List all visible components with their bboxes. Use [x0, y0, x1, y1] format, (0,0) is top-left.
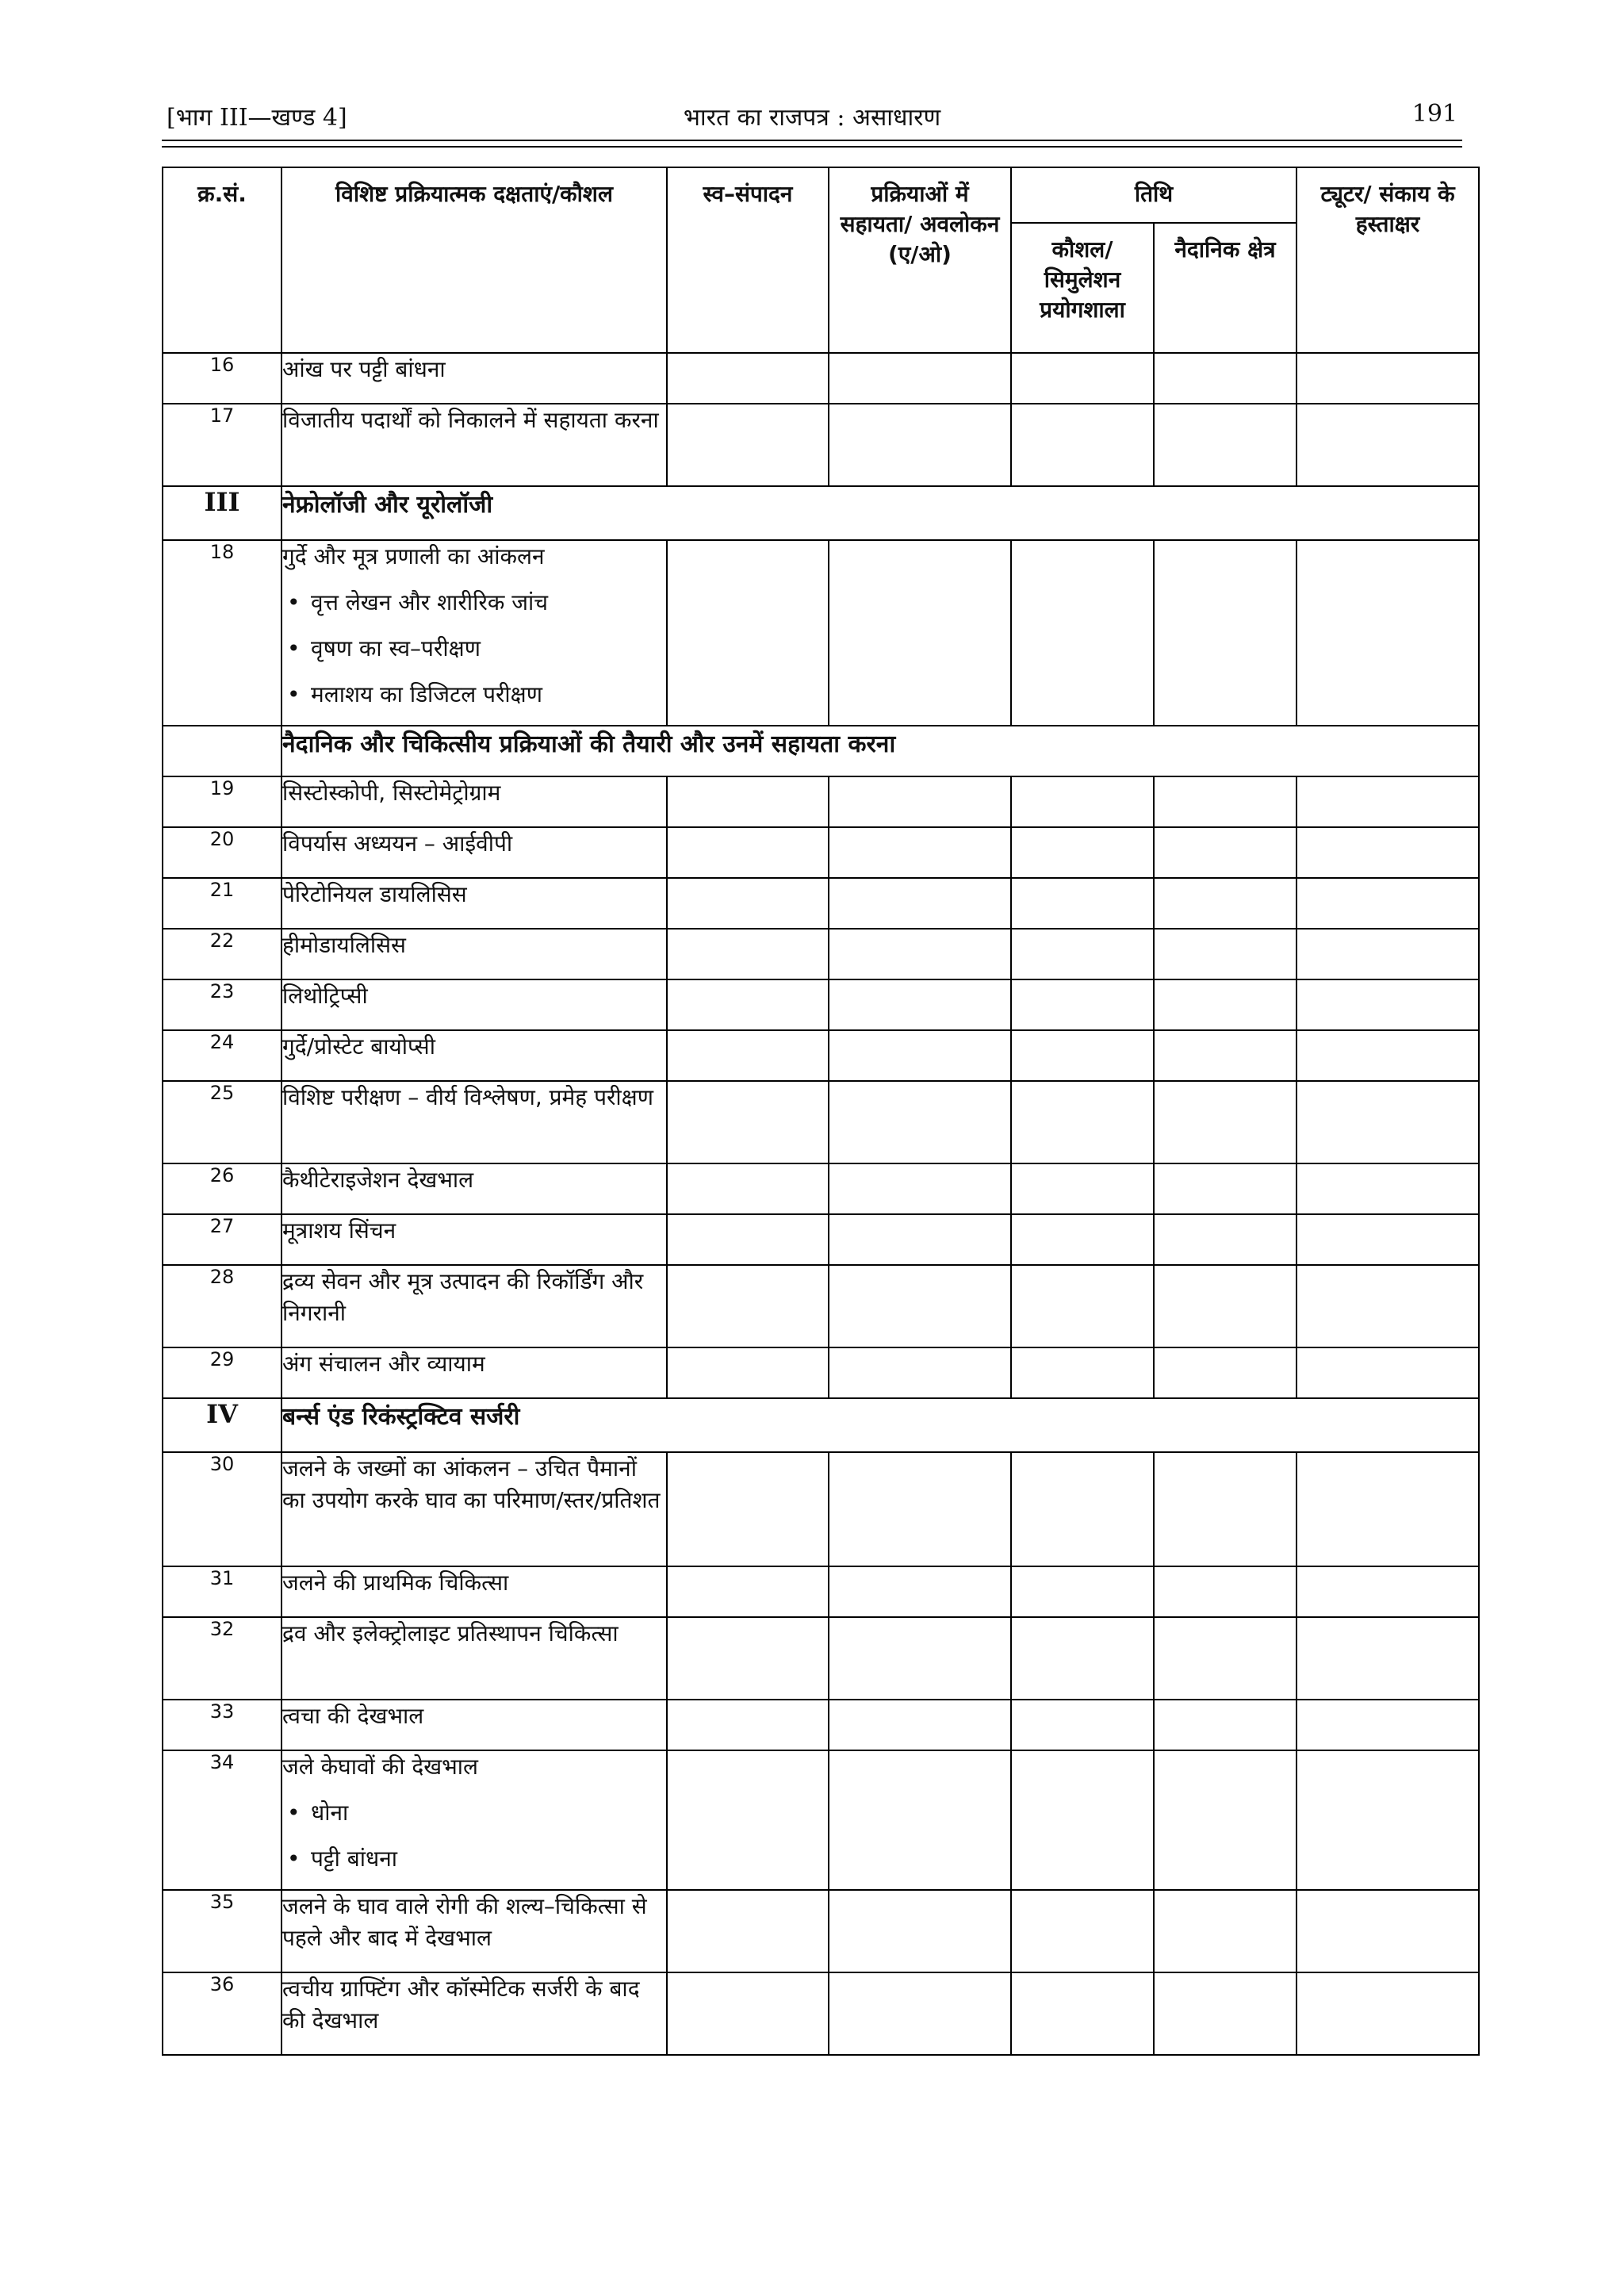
section-numeral: III [163, 486, 282, 540]
self-performance-cell[interactable] [667, 1566, 829, 1617]
assist-observe-cell[interactable] [829, 929, 1011, 979]
date-lab-cell[interactable] [1011, 404, 1154, 486]
table-row [163, 1566, 1479, 1617]
date-clinical-cell[interactable] [1154, 1163, 1297, 1214]
skill-cell [282, 1030, 667, 1081]
col-header-date: तिथि [1011, 167, 1297, 223]
skill-text: द्रव्य सेवन और मूत्र उत्पादन की रिकॉर्डिंग और निगरानी [282, 1268, 644, 1326]
skill-text: लिथोट्रिप्सी [282, 983, 368, 1009]
header-part-section: [भाग III—खण्ड 4] [167, 104, 347, 132]
subheading-title: नैदानिक और चिकित्सीय प्रक्रियाओं की तैयारी और उनमें सहायता करना [282, 726, 1479, 776]
skill-text: मूत्राशय सिंचन [282, 1217, 396, 1244]
serial-number: 22 [163, 929, 282, 979]
date-lab-cell[interactable] [1011, 1163, 1154, 1214]
col-header-date-clinical: नैदानिक क्षेत्र [1154, 223, 1297, 353]
skill-text: जलने की प्राथमिक चिकित्सा [282, 1570, 509, 1596]
self-performance-cell[interactable] [667, 1617, 829, 1700]
skill-text: त्वचीय ग्राफ्टिंग और कॉस्मेटिक सर्जरी के बाद की देखभाल [282, 1976, 640, 2033]
table-row [163, 1214, 1479, 1265]
skill-text: हीमोडायलिसिस [282, 932, 406, 958]
skill-text: गुर्दे और मूत्र प्रणाली का आंकलन [282, 543, 545, 569]
col-header-date-lab: कौशल/ सिमुलेशन प्रयोगशाला [1011, 223, 1154, 353]
date-lab-cell[interactable] [1011, 878, 1154, 929]
self-performance-cell[interactable] [667, 827, 829, 878]
signature-cell[interactable] [1297, 1566, 1479, 1617]
signature-cell[interactable] [1297, 1452, 1479, 1566]
table-row [163, 1890, 1479, 1972]
table-row [163, 353, 1479, 404]
signature-cell[interactable] [1297, 404, 1479, 486]
section-row [163, 1398, 1479, 1452]
self-performance-cell[interactable] [667, 1265, 829, 1347]
header-rule-top [162, 140, 1462, 141]
header-rule-bottom [162, 146, 1462, 148]
assist-observe-cell[interactable] [829, 353, 1011, 404]
signature-cell[interactable] [1297, 1890, 1479, 1972]
assist-observe-cell[interactable] [829, 1347, 1011, 1398]
signature-cell[interactable] [1297, 929, 1479, 979]
assist-observe-cell[interactable] [829, 1566, 1011, 1617]
skill-text: कैथीटेराइजेशन देखभाल [282, 1167, 474, 1193]
col-header-signature: ट्यूटर/ संकाय के हस्ताक्षर [1297, 167, 1479, 353]
skill-cell [282, 1700, 667, 1750]
date-lab-cell[interactable] [1011, 1617, 1154, 1700]
table-row [163, 776, 1479, 827]
assist-observe-cell[interactable] [829, 1081, 1011, 1163]
date-clinical-cell[interactable] [1154, 1265, 1297, 1347]
date-lab-cell[interactable] [1011, 776, 1154, 827]
page-number: 191 [1411, 100, 1457, 128]
skill-cell [282, 929, 667, 979]
date-clinical-cell[interactable] [1154, 1617, 1297, 1700]
date-clinical-cell[interactable] [1154, 1081, 1297, 1163]
skill-cell [282, 827, 667, 878]
skill-text: विपर्यास अध्ययन – आईवीपी [282, 830, 513, 857]
serial-number: 25 [163, 1081, 282, 1163]
skill-text: द्रव और इलेक्ट्रोलाइट प्रतिस्थापन चिकित्सा [282, 1620, 619, 1646]
signature-cell[interactable] [1297, 1617, 1479, 1700]
self-performance-cell[interactable] [667, 540, 829, 726]
serial-number: 19 [163, 776, 282, 827]
table-row [163, 1700, 1479, 1750]
table-row [163, 929, 1479, 979]
skill-text: विजातीय पदार्थों को निकालने में सहायता करना [282, 407, 659, 433]
table-row [163, 827, 1479, 878]
date-clinical-cell[interactable] [1154, 878, 1297, 929]
assist-observe-cell[interactable] [829, 1617, 1011, 1700]
date-clinical-cell[interactable] [1154, 1347, 1297, 1398]
signature-cell[interactable] [1297, 1750, 1479, 1890]
table-row [163, 1972, 1479, 2055]
signature-cell[interactable] [1297, 776, 1479, 827]
page-header [162, 94, 1462, 141]
serial-number: 17 [163, 404, 282, 486]
skill-text: सिस्टोस्कोपी, सिस्टोमेट्रोग्राम [282, 780, 501, 806]
skill-text: आंख पर पट्टी बांधना [282, 356, 446, 382]
assist-observe-cell[interactable] [829, 1452, 1011, 1566]
self-performance-cell[interactable] [667, 929, 829, 979]
skill-cell [282, 353, 667, 404]
self-performance-cell[interactable] [667, 404, 829, 486]
signature-cell[interactable] [1297, 1347, 1479, 1398]
skill-subitem: • मलाशय का डिजिटल परीक्षण [282, 679, 666, 711]
self-performance-cell[interactable] [667, 1163, 829, 1214]
assist-observe-cell[interactable] [829, 1890, 1011, 1972]
skill-text: अंग संचालन और व्यायाम [282, 1351, 485, 1377]
skill-cell [282, 1972, 667, 2055]
col-header-self-performance: स्व–संपादन [667, 167, 829, 353]
date-lab-cell[interactable] [1011, 1972, 1154, 2055]
signature-cell[interactable] [1297, 1265, 1479, 1347]
date-lab-cell[interactable] [1011, 540, 1154, 726]
date-lab-cell[interactable] [1011, 353, 1154, 404]
serial-number: 21 [163, 878, 282, 929]
date-lab-cell[interactable] [1011, 1566, 1154, 1617]
skill-cell [282, 1081, 667, 1163]
date-lab-cell[interactable] [1011, 1890, 1154, 1972]
self-performance-cell[interactable] [667, 776, 829, 827]
signature-cell[interactable] [1297, 540, 1479, 726]
skill-cell [282, 1452, 667, 1566]
date-lab-cell[interactable] [1011, 1030, 1154, 1081]
skill-cell [282, 1566, 667, 1617]
date-lab-cell[interactable] [1011, 1452, 1154, 1566]
assist-observe-cell[interactable] [829, 878, 1011, 929]
skill-text: जले केघावों की देखभाल [282, 1754, 479, 1780]
self-performance-cell[interactable] [667, 1347, 829, 1398]
serial-number: 32 [163, 1617, 282, 1700]
table-row [163, 540, 1479, 726]
section-numeral: IV [163, 1398, 282, 1452]
skill-cell [282, 979, 667, 1030]
self-performance-cell[interactable] [667, 1452, 829, 1566]
empty-cell [163, 726, 282, 776]
signature-cell[interactable] [1297, 353, 1479, 404]
assist-observe-cell[interactable] [829, 1214, 1011, 1265]
skill-cell [282, 540, 667, 726]
signature-cell[interactable] [1297, 1030, 1479, 1081]
col-header-serial: क्र.सं. [163, 167, 282, 353]
skill-subitem: • वृषण का स्व–परीक्षण [282, 633, 666, 665]
table-row [163, 1617, 1479, 1700]
skill-text: पेरिटोनियल डायलिसिस [282, 881, 467, 907]
date-clinical-cell[interactable] [1154, 353, 1297, 404]
skill-cell [282, 1617, 667, 1700]
date-clinical-cell[interactable] [1154, 540, 1297, 726]
serial-number: 18 [163, 540, 282, 726]
signature-cell[interactable] [1297, 827, 1479, 878]
serial-number: 30 [163, 1452, 282, 1566]
skill-subitem: • धोना [282, 1797, 666, 1829]
skill-subitem: • पट्टी बांधना [282, 1843, 666, 1875]
assist-observe-cell[interactable] [829, 776, 1011, 827]
self-performance-cell[interactable] [667, 1214, 829, 1265]
skill-cell [282, 1750, 667, 1890]
date-lab-cell[interactable] [1011, 979, 1154, 1030]
date-clinical-cell[interactable] [1154, 1452, 1297, 1566]
date-lab-cell[interactable] [1011, 1347, 1154, 1398]
skill-cell [282, 404, 667, 486]
serial-number: 24 [163, 1030, 282, 1081]
skill-subitems [282, 587, 666, 711]
signature-cell[interactable] [1297, 878, 1479, 929]
serial-number: 34 [163, 1750, 282, 1890]
assist-observe-cell[interactable] [829, 1265, 1011, 1347]
date-clinical-cell[interactable] [1154, 979, 1297, 1030]
date-clinical-cell[interactable] [1154, 1566, 1297, 1617]
serial-number: 28 [163, 1265, 282, 1347]
self-performance-cell[interactable] [667, 1890, 829, 1972]
skill-cell [282, 1890, 667, 1972]
date-clinical-cell[interactable] [1154, 1972, 1297, 2055]
col-header-assist-observe: प्रक्रियाओं में सहायता/ अवलोकन (ए/ओ) [829, 167, 1011, 353]
skill-text: गुर्दे/प्रोस्टेट बायोप्सी [282, 1033, 435, 1060]
date-clinical-cell[interactable] [1154, 827, 1297, 878]
serial-number: 36 [163, 1972, 282, 2055]
assist-observe-cell[interactable] [829, 1750, 1011, 1890]
skill-subitem: • वृत्त लेखन और शारीरिक जांच [282, 587, 666, 619]
date-lab-cell[interactable] [1011, 1750, 1154, 1890]
table-row [163, 1750, 1479, 1890]
assist-observe-cell[interactable] [829, 1163, 1011, 1214]
signature-cell[interactable] [1297, 979, 1479, 1030]
date-lab-cell[interactable] [1011, 1700, 1154, 1750]
serial-number: 29 [163, 1347, 282, 1398]
assist-observe-cell[interactable] [829, 1700, 1011, 1750]
self-performance-cell[interactable] [667, 1750, 829, 1890]
serial-number: 20 [163, 827, 282, 878]
date-clinical-cell[interactable] [1154, 1750, 1297, 1890]
assist-observe-cell[interactable] [829, 404, 1011, 486]
skill-cell [282, 1214, 667, 1265]
table-row [163, 1030, 1479, 1081]
assist-observe-cell[interactable] [829, 1030, 1011, 1081]
serial-number: 16 [163, 353, 282, 404]
date-clinical-cell[interactable] [1154, 404, 1297, 486]
self-performance-cell[interactable] [667, 878, 829, 929]
self-performance-cell[interactable] [667, 353, 829, 404]
skill-text: विशिष्ट परीक्षण – वीर्य विश्लेषण, प्रमेह परीक्षण [282, 1084, 653, 1110]
date-clinical-cell[interactable] [1154, 1214, 1297, 1265]
skills-log-table [162, 167, 1480, 2056]
self-performance-cell[interactable] [667, 1972, 829, 2055]
serial-number: 31 [163, 1566, 282, 1617]
section-title: बर्न्स एंड रिकंस्ट्रक्टिव सर्जरी [282, 1398, 1479, 1452]
table-body [163, 353, 1479, 2055]
table-row [163, 1452, 1479, 1566]
table-row [163, 878, 1479, 929]
date-clinical-cell[interactable] [1154, 776, 1297, 827]
serial-number: 26 [163, 1163, 282, 1214]
date-clinical-cell[interactable] [1154, 1700, 1297, 1750]
signature-cell[interactable] [1297, 1081, 1479, 1163]
serial-number: 23 [163, 979, 282, 1030]
skill-text: जलने के जख्मों का आंकलन – उचित पैमानों का उपयोग करके घाव का परिमाण/स्तर/प्रतिशत [282, 1455, 661, 1513]
col-header-skill: विशिष्ट प्रक्रियात्मक दक्षताएं/कौशल [282, 167, 667, 353]
skill-cell [282, 878, 667, 929]
assist-observe-cell[interactable] [829, 827, 1011, 878]
assist-observe-cell[interactable] [829, 1972, 1011, 2055]
skill-cell [282, 1347, 667, 1398]
date-lab-cell[interactable] [1011, 929, 1154, 979]
date-lab-cell[interactable] [1011, 1214, 1154, 1265]
skill-text: जलने के घाव वाले रोगी की शल्य–चिकित्सा से पहले और बाद में देखभाल [282, 1893, 647, 1951]
table-row [163, 1347, 1479, 1398]
section-title: नेफ्रोलॉजी और यूरोलॉजी [282, 486, 1479, 540]
date-clinical-cell[interactable] [1154, 1030, 1297, 1081]
skill-cell [282, 1163, 667, 1214]
signature-cell[interactable] [1297, 1214, 1479, 1265]
table-row [163, 404, 1479, 486]
signature-cell[interactable] [1297, 1163, 1479, 1214]
serial-number: 27 [163, 1214, 282, 1265]
self-performance-cell[interactable] [667, 1700, 829, 1750]
table-row [163, 1163, 1479, 1214]
serial-number: 35 [163, 1890, 282, 1972]
date-clinical-cell[interactable] [1154, 1890, 1297, 1972]
date-lab-cell[interactable] [1011, 827, 1154, 878]
serial-number: 33 [163, 1700, 282, 1750]
subheading-row [163, 726, 1479, 776]
assist-observe-cell[interactable] [829, 979, 1011, 1030]
section-row [163, 486, 1479, 540]
self-performance-cell[interactable] [667, 1030, 829, 1081]
date-lab-cell[interactable] [1011, 1265, 1154, 1347]
skill-cell [282, 776, 667, 827]
self-performance-cell[interactable] [667, 979, 829, 1030]
skill-cell [282, 1265, 667, 1347]
table-row [163, 1265, 1479, 1347]
date-clinical-cell[interactable] [1154, 929, 1297, 979]
self-performance-cell[interactable] [667, 1081, 829, 1163]
table-row [163, 1081, 1479, 1163]
date-lab-cell[interactable] [1011, 1081, 1154, 1163]
skill-subitems [282, 1797, 666, 1875]
header-publication-title: भारत का राजपत्र : असाधारण [683, 104, 941, 132]
signature-cell[interactable] [1297, 1700, 1479, 1750]
skill-text: त्वचा की देखभाल [282, 1703, 424, 1729]
table-row [163, 979, 1479, 1030]
signature-cell[interactable] [1297, 1972, 1479, 2055]
assist-observe-cell[interactable] [829, 540, 1011, 726]
